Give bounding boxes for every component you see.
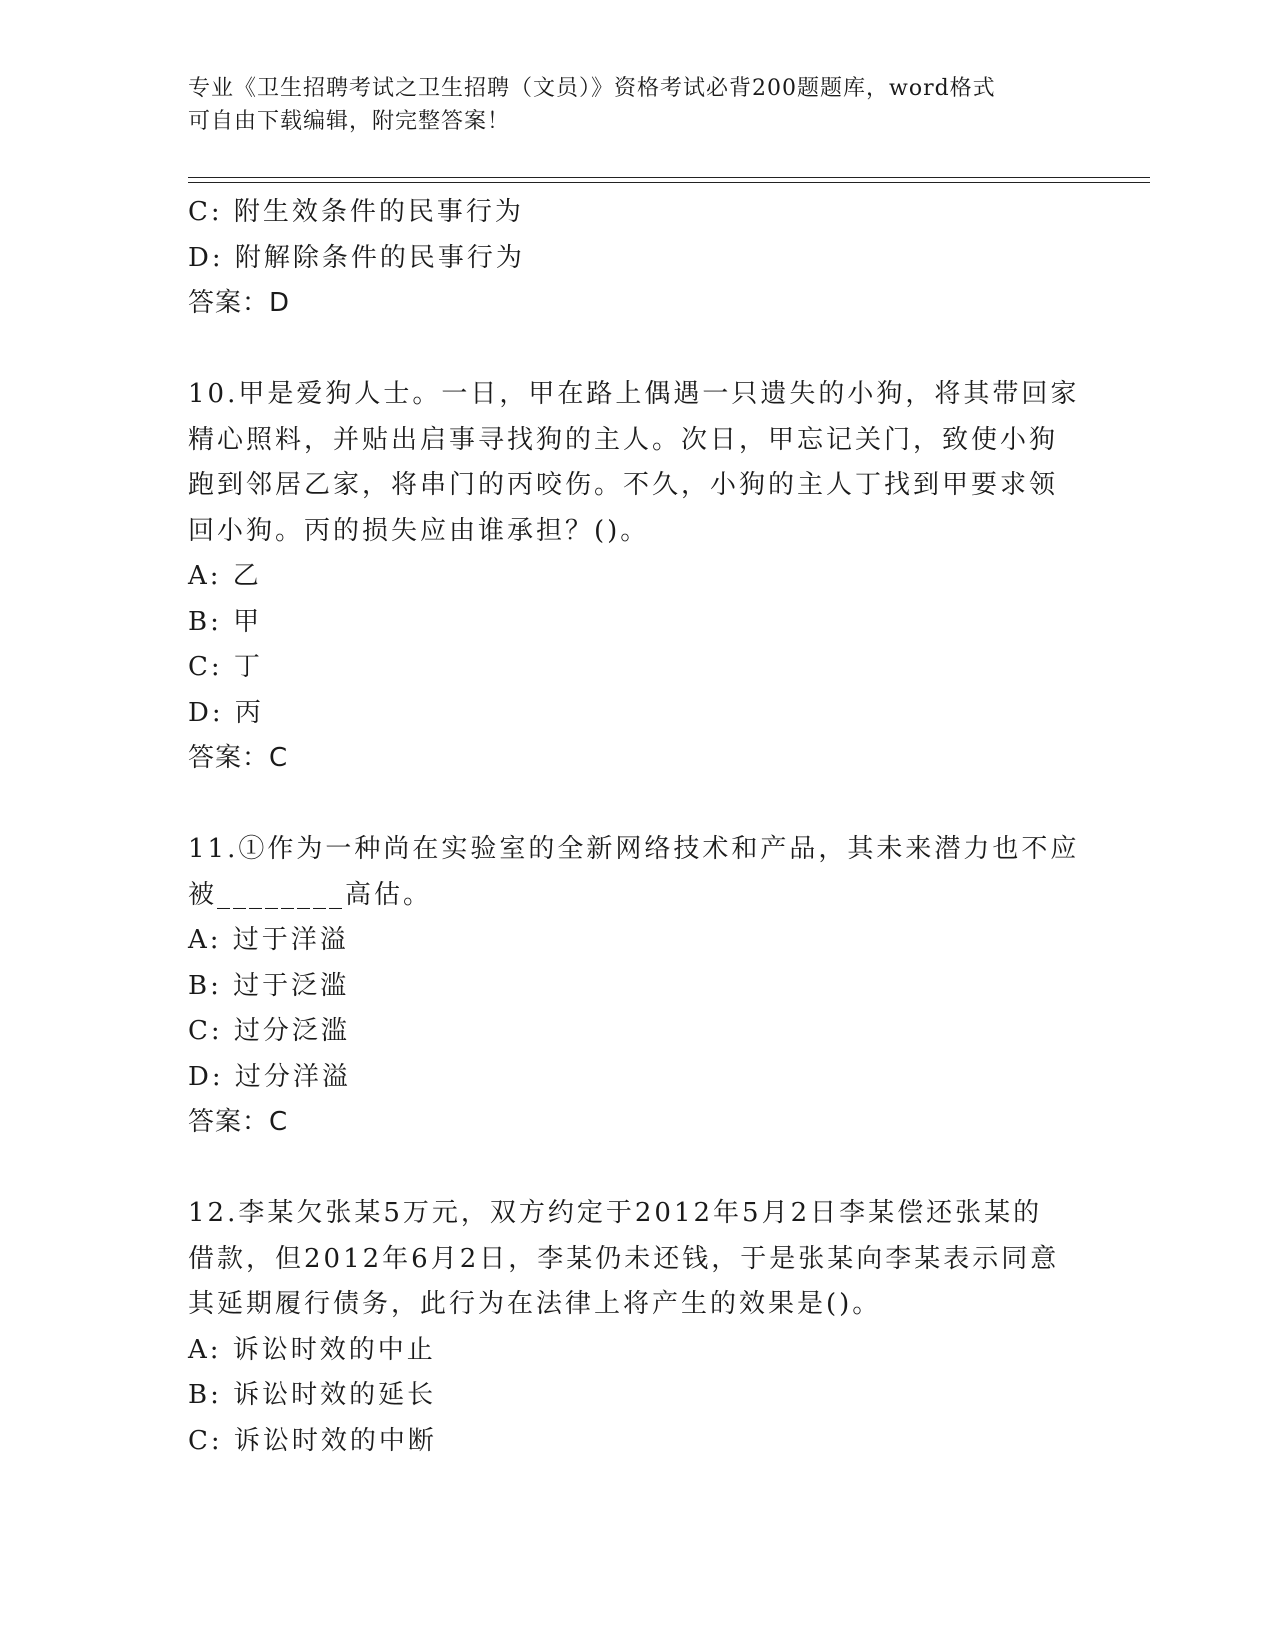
option-a: A: 过于洋溢 bbox=[188, 925, 349, 955]
question-text-line: 10.甲是爱狗人士。一日，甲在路上偶遇一只遗失的小狗，将其带回家 bbox=[188, 379, 1080, 409]
spacer bbox=[188, 1146, 1088, 1192]
option-b: B: 诉讼时效的延长 bbox=[188, 1380, 437, 1410]
question-text-line: 被________高估。 bbox=[188, 879, 433, 910]
spacer bbox=[188, 782, 1088, 828]
header-divider-top bbox=[188, 177, 1150, 178]
question-10 bbox=[188, 372, 1088, 782]
answer-line: 答案：D bbox=[188, 288, 291, 318]
document-header bbox=[188, 72, 1068, 138]
option-d: D: 过分洋溢 bbox=[188, 1061, 351, 1092]
option-b: B: 甲 bbox=[188, 606, 263, 637]
option-a: A: 诉讼时效的中止 bbox=[188, 1334, 436, 1365]
answer-line: 答案：C bbox=[188, 1107, 289, 1137]
question-text-line: 11.①作为一种尚在实验室的全新网络技术和产品，其未来潜力也不应 bbox=[188, 834, 1080, 864]
option-c: C: 诉讼时效的中断 bbox=[188, 1425, 437, 1456]
question-9-continued bbox=[188, 190, 1088, 327]
header-line-2: 可自由下载编辑，附完整答案！ bbox=[188, 109, 511, 134]
option-b: B: 过于泛滥 bbox=[188, 970, 350, 1001]
option-d: D: 丙 bbox=[188, 697, 264, 728]
question-text-line: 精心照料，并贴出启事寻找狗的主人。次日，甲忘记关门，致使小狗 bbox=[188, 424, 1059, 455]
question-12 bbox=[188, 1191, 1088, 1464]
question-text-line: 其延期履行债务，此行为在法律上将产生的效果是()。 bbox=[188, 1289, 882, 1319]
question-content bbox=[188, 190, 1088, 1464]
answer-line: 答案：C bbox=[188, 743, 289, 773]
question-text-line: 12.李某欠张某5万元，双方约定于2012年5月2日李某偿还张某的 bbox=[188, 1198, 1043, 1228]
option-c: C: 丁 bbox=[188, 652, 263, 682]
question-11 bbox=[188, 827, 1088, 1146]
question-text-line: 跑到邻居乙家，将串门的丙咬伤。不久，小狗的主人丁找到甲要求领 bbox=[188, 470, 1059, 500]
spacer bbox=[188, 327, 1088, 373]
option-c: C: 附生效条件的民事行为 bbox=[188, 197, 524, 227]
option-d: D: 附解除条件的民事行为 bbox=[188, 242, 525, 273]
option-a: A: 乙 bbox=[188, 561, 262, 591]
header-line-1: 专业《卫生招聘考试之卫生招聘（文员）》资格考试必背200题题库，word格式 bbox=[188, 76, 996, 101]
question-text-line: 借款，但2012年6月2日，李某仍未还钱，于是张某向李某表示同意 bbox=[188, 1243, 1060, 1274]
header-divider-bottom bbox=[188, 182, 1150, 183]
question-text-line: 回小狗。丙的损失应由谁承担？()。 bbox=[188, 515, 650, 546]
option-c: C: 过分泛滥 bbox=[188, 1016, 350, 1046]
